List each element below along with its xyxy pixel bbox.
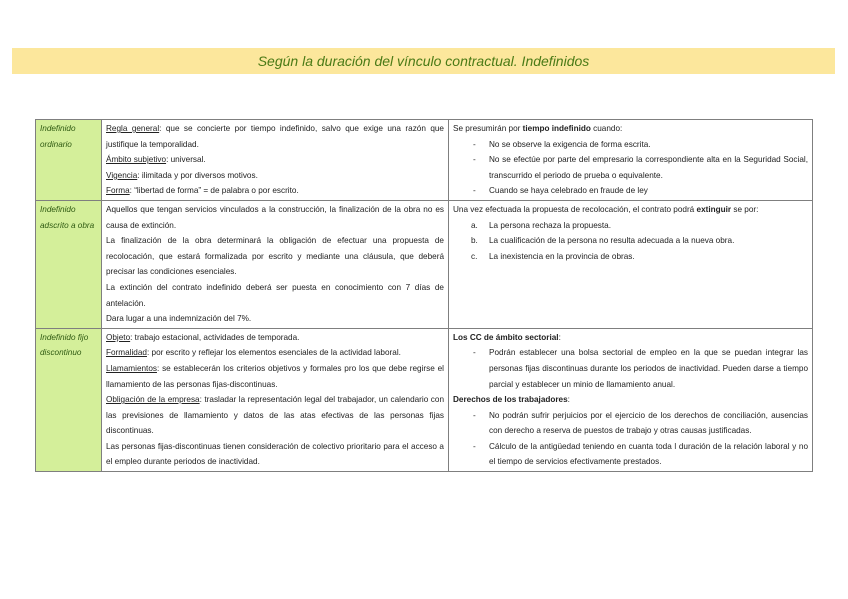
presumption-list bbox=[453, 137, 808, 199]
page-title: Según la duración del vínculo contractual. Indefinidos bbox=[257, 53, 590, 69]
list-item: - No podrán sufrir perjuicios por el ejercicio de los derechos de conciliación, ausencias con derecho a reserva de puestos de trabajo y otras causas justificadas. bbox=[475, 408, 808, 439]
description-cell: Objeto: trabajo estacional, actividades de temporada. Formalidad: por escrito y reflejar los elementos esenciales de la actividad laboral. Llamamientos: se establecerán los criterios objetivos y formales pro los que debe regirse el llamamiento de las personas fijas-discontinuas. Obligación de la empresa: trasladar la representación legal del trabajador, un calendario con las previsiones de llamamiento y datos de las atas efectivas de las personas fijas discontinuas. Las personas fijas-discontinuas tienen consideración de colectivo prioritario para el acceso a el empleo durante periodos de inactividad. bbox=[102, 328, 449, 471]
list-item: b. La cualificación de la persona no resulta adecuada a la nueva obra. bbox=[471, 236, 735, 246]
detail-cell: Una vez efectuada la propuesta de recolocación, el contrato podrá extinguir se por: a. La persona rechaza la propuesta. b. La cualificación de la persona no resulta adecuada a la nueva obra. c. La inexistencia en la provincia de obras. bbox=[449, 200, 813, 328]
list-item: - Podrán establecer una bolsa sectorial de empleo en la que se puedan integrar las personas fijas discontinuas durante los periodos de inactividad. Pueden darse a tiempo parcial y establecer un minio de llamamiento anual. bbox=[475, 345, 808, 392]
rights-list bbox=[453, 408, 808, 470]
category-cell: Indefinido adscrito a obra bbox=[36, 200, 102, 328]
list-item: - Cálculo de la antigüedad teniendo en cuanta toda l duración de la relación laboral y no el tiempo de servicios efectivamente prestados. bbox=[475, 439, 808, 470]
category-cell: Indefinido fijo discontinuo bbox=[36, 328, 102, 471]
list-item: c. La inexistencia en la provincia de obras. bbox=[471, 251, 635, 261]
list-item: a. La persona rechaza la propuesta. bbox=[471, 220, 611, 230]
table-row bbox=[36, 120, 813, 201]
table-row bbox=[36, 328, 813, 471]
description-cell: Regla general: que se concierte por tiempo indefinido, salvo que exige una razón que justifique la temporalidad. Ámbito subjetivo: universal. Vigencia: ilimitada y por diversos motivos. Forma: “libertad de forma” = de palabra o por escrito. bbox=[102, 120, 449, 201]
description-cell: Aquellos que tengan servicios vinculados a la construcción, la finalización de la obra no es causa de extinción. La finalización de la obra determinará la obligación de efectuar una propuesta de recolocación, que estará formalizada por escrito y mediante una cláusula, que deberá precisar las condiciones esenciales. La extinción del contrato indefinido deberá ser puesta en conocimiento con 7 días de antelación. Dara lugar a una indemnización del 7%. bbox=[102, 200, 449, 328]
detail-cell: Se presumirán por tiempo indefinido cuando: - No se observe la exigencia de forma escrita. - No se efectúe por parte del empresario la correspondiente alta en la Seguridad Social, transcurrido el periodo de prueba o equivalente. - Cuando se haya celebrado en fraude de ley bbox=[449, 120, 813, 201]
title-banner bbox=[12, 48, 835, 74]
extinction-list bbox=[453, 218, 808, 265]
list-item: - Cuando se haya celebrado en fraude de ley bbox=[475, 183, 808, 199]
detail-cell: Los CC de ámbito sectorial: - Podrán establecer una bolsa sectorial de empleo en la que se puedan integrar las personas fijas discontinuas durante los periodos de inactividad. Pueden darse a tiempo parcial y establecer un minio de llamamiento anual. Derechos de los trabajadores: - No podrán sufrir perjuicios por el ejercicio de los derechos de conciliación, ausencias con derecho a reserva de puestos de trabajo y otras causas justificadas. - Cálculo de la antigüedad teniendo en cuanta toda l duración de la relación laboral y no el tiempo de servicios efectivamente prestados. bbox=[449, 328, 813, 471]
sectoral-list bbox=[453, 345, 808, 392]
contract-table bbox=[35, 119, 813, 472]
list-item: - No se observe la exigencia de forma escrita. bbox=[475, 137, 808, 153]
list-item: - No se efectúe por parte del empresario la correspondiente alta en la Seguridad Social, transcurrido el periodo de prueba o equivalente. bbox=[475, 152, 808, 183]
category-cell: Indefinido ordinario bbox=[36, 120, 102, 201]
table-row bbox=[36, 200, 813, 328]
